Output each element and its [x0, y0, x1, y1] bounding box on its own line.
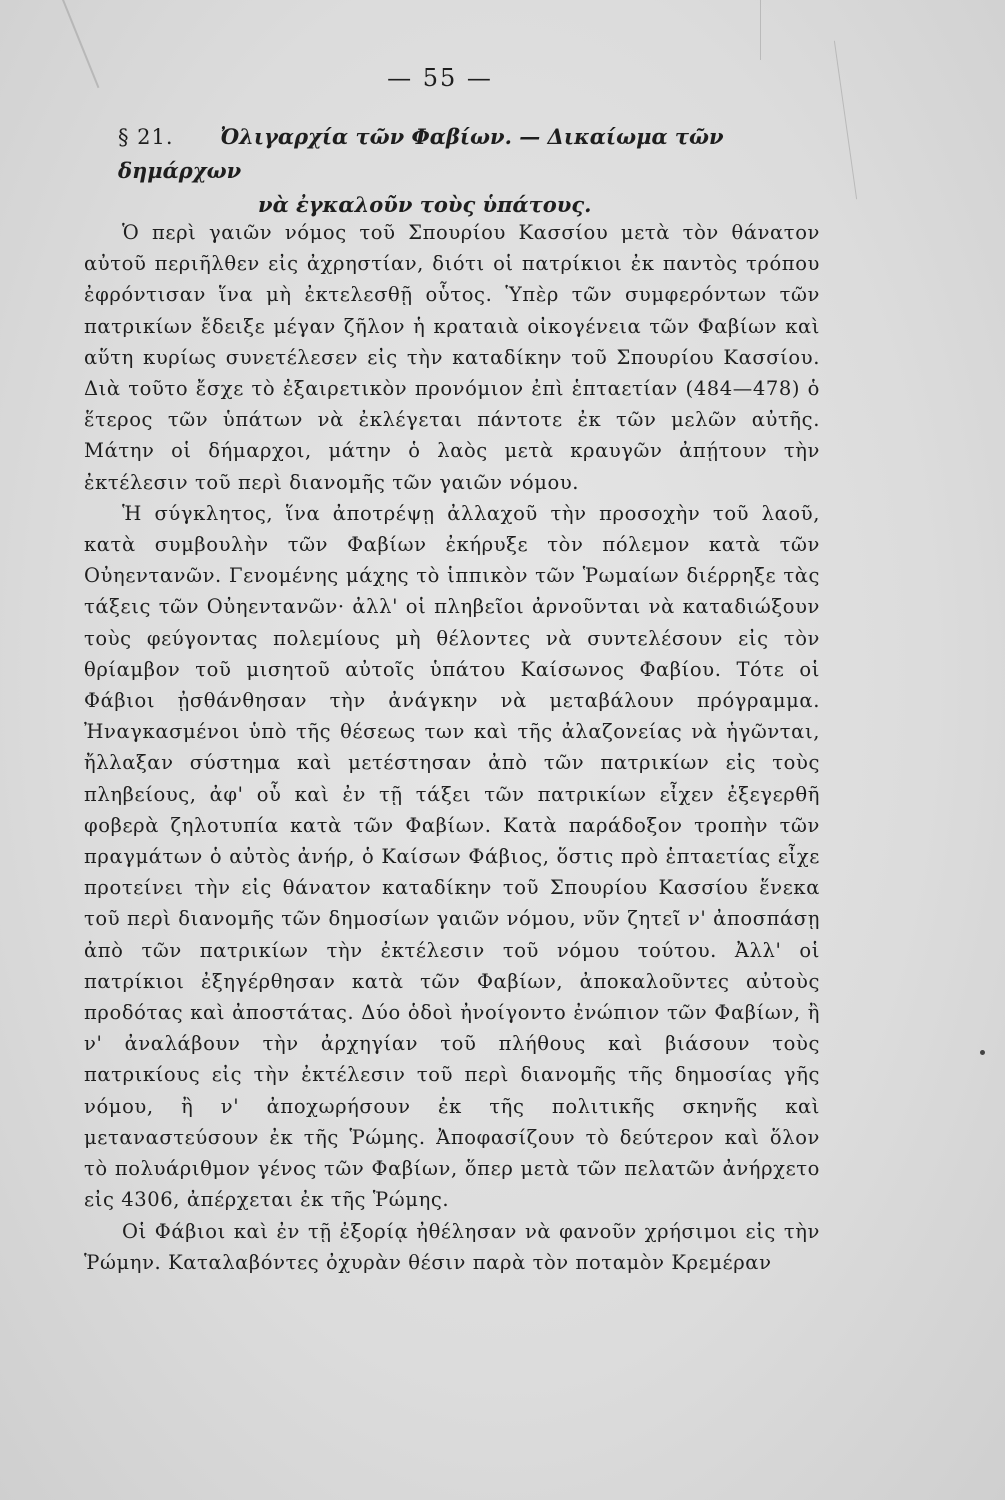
paragraph: Οἱ Φάβιοι καὶ ἐν τῇ ἐξορίᾳ ἠθέλησαν νὰ φανοῦν χρήσιμοι εἰς τὴν Ῥώμην. Καταλαβόντες ὀχυρὰν θέσιν παρὰ τὸν ποταμὸν Κρεμέραν: [84, 1219, 820, 1274]
section-heading: [118, 120, 838, 222]
section-number: § 21.: [118, 125, 174, 149]
section-title-continued: νὰ ἐγκαλοῦν τοὺς ὑπάτους.: [258, 192, 592, 217]
paper-crease: [760, 0, 761, 60]
ink-spot: [980, 1050, 985, 1055]
page-number: — 55 —: [387, 64, 493, 92]
paragraph: Ὁ περὶ γαιῶν νόμος τοῦ Σπουρίου Κασσίου μετὰ τὸν θάνατον αὐτοῦ περιῆλθεν εἰς ἀχρηστίαν, διότι οἱ πατρίκιοι ἐκ παντὸς τρόπου ἐφρόντισαν ἵνα μὴ ἐκτελεσθῇ οὗτος. Ὑπὲρ τῶν συμφερόντων τῶν πατρικίων ἔδειξε μέγαν ζῆλον ἡ κραταιὰ οἰκογένεια τῶν Φαβίων καὶ αὕτη κυρίως συνετέλεσεν εἰς τὴν καταδίκην τοῦ Σπουρίου Κασσίου. Διὰ τοῦτο ἔσχε τὸ ἐξαιρετικὸν προνόμιον ἐπὶ ἑπταετίαν (484—478) ὁ ἕτερος τῶν ὑπάτων νὰ ἐκλέγεται πάντοτε ἐκ τῶν μελῶν αὐτῆς. Μάτην οἱ δήμαρχοι, μάτην ὁ λαὸς μετὰ κραυγῶν ἀπῄτουν τὴν ἐκτέλεσιν τοῦ περὶ διανομῆς τῶν γαιῶν νόμου.: [84, 221, 820, 494]
section-title: Ὀλιγαρχία τῶν Φαβίων. — Δικαίωμα τῶν δημάρχων: [118, 124, 724, 183]
paragraph: Ἡ σύγκλητος, ἵνα ἀποτρέψῃ ἀλλαχοῦ τὴν προσοχὴν τοῦ λαοῦ, κατὰ συμβουλὴν τῶν Φαβίων ἐκήρυξε τὸν πόλεμον κατὰ τῶν Οὐηεντανῶν. Γενομένης μάχης τὸ ἱππικὸν τῶν Ῥωμαίων διέρρηξε τὰς τάξεις τῶν Οὐηεντανῶν· ἀλλ' οἱ πληβεῖοι ἀρνοῦνται νὰ καταδιώξουν τοὺς φεύγοντας πολεμίους μὴ θέλοντες νὰ συντελέσουν εἰς τὸν θρίαμβον τοῦ μισητοῦ αὐτοῖς ὑπάτου Καίσωνος Φαβίου. Τότε οἱ Φάβιοι ᾐσθάνθησαν τὴν ἀνάγκην νὰ μεταβάλουν πρόγραμμα. Ἠναγκασμένοι ὑπὸ τῆς θέσεως των καὶ τῆς ἀλαζονείας νὰ ἡγῶνται, ἤλλαξαν σύστημα καὶ μετέστησαν ἀπὸ τῶν πατρικίων εἰς τοὺς πληβείους, ἀφ' οὗ καὶ ἐν τῇ τάξει τῶν πατρικίων εἶχεν ἐξεγερθῆ φοβερὰ ζηλοτυπία κατὰ τῶν Φαβίων. Κατὰ παράδοξον τροπὴν τῶν πραγμάτων ὁ αὐτὸς ἀνήρ, ὁ Καίσων Φάβιος, ὅστις πρὸ ἑπταετίας εἶχε προτείνει τὴν εἰς θάνατον καταδίκην τοῦ Σπουρίου Κασσίου ἕνεκα τοῦ περὶ διανομῆς τῶν δημοσίων γαιῶν νόμου, νῦν ζητεῖ ν' ἀποσπάσῃ ἀπὸ τῶν πατρικίων τὴν ἐκτέλεσιν τοῦ νόμου τούτου. Ἀλλ' οἱ πατρίκιοι ἐξηγέρθησαν κατὰ τῶν Φαβίων, ἀποκαλοῦντες αὐτοὺς προδότας καὶ ἀποστάτας. Δύο ὁδοὶ ἠνοίγοντο ἐνώπιον τῶν Φαβίων, ἢ ν' ἀναλάβουν τὴν ἀρχηγίαν τοῦ πλήθους καὶ βιάσουν τοὺς πατρικίους εἰς τὴν ἐκτέλεσιν τοῦ περὶ διανομῆς τῆς δημοσίας γῆς νόμου, ἢ ν' ἀποχωρήσουν ἐκ τῆς πολιτικῆς σκηνῆς καὶ μεταναστεύσουν ἐκ τῆς Ῥώμης. Ἀποφασίζουν τὸ δεύτερον καὶ ὅλον τὸ πολυάριθμον γένος τῶν Φαβίων, ὅπερ μετὰ τῶν πελατῶν ἀνήρχετο εἰς 4306, ἀπέρχεται ἐκ τῆς Ῥώμης.: [84, 501, 820, 1212]
body-text: [84, 217, 820, 1278]
